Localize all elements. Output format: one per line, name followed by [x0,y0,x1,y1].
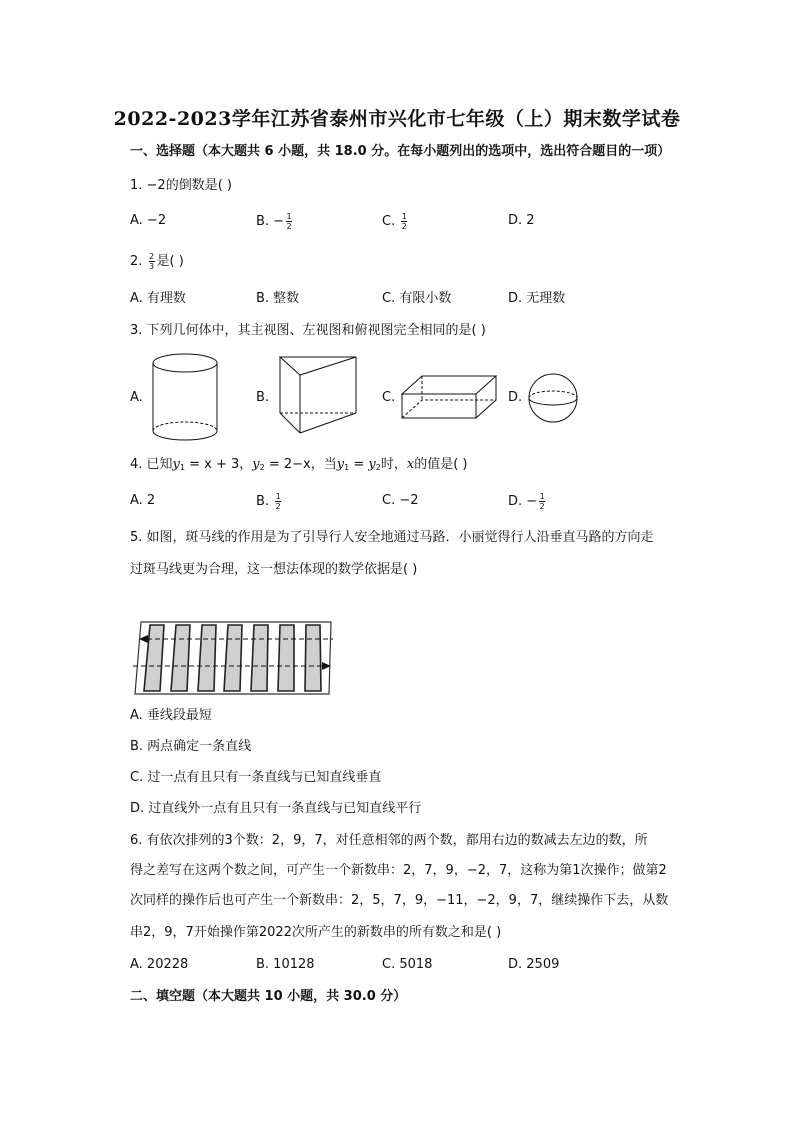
q2-option-d: D. 无理数 [508,291,566,306]
section-1-heading: 一、选择题（本大题共 6 小题，共 18.0 分。在每小题列出的选项中，选出符合题目的一项） [130,144,671,159]
q5-option-b: B. 两点确定一条直线 [130,739,252,754]
q3-option-b: B. [256,390,270,405]
q5-option-c: C. 过一点有且只有一条直线与已知直线垂直 [130,770,382,785]
cuboid-figure [400,372,510,432]
q5-option-d: D. 过直线外一点有且只有一条直线与已知直线平行 [130,801,422,816]
section-2-heading: 二、填空题（本大题共 10 小题，共 30.0 分） [130,989,407,1004]
q4-b-fraction: $\frac{1}{2}$ [275,492,281,511]
q4-option-a: A. 2 [130,493,156,508]
q1-c-fraction: $\frac{1}{2}$ [401,212,407,231]
q5-stem-line-1: 5. 如图，斑马线的作用是为了引导行人安全地通过马路．小丽觉得行人沿垂直马路的方向走 [130,530,654,545]
q2-fraction: $\frac{2}{3}$ [149,252,155,271]
q4-option-d: D. − $\frac{1}{2}$ [508,492,545,511]
q2-option-a: A. 有理数 [130,291,186,306]
q1-b-fraction: $\frac{1}{2}$ [286,212,292,231]
q2-option-c: C. 有限小数 [382,291,452,306]
q1-option-a: A. −2 [130,213,167,228]
q3-option-d: D. [508,390,523,405]
q6-option-c: C. 5018 [382,957,433,972]
q1-stem: 1. −2的倒数是( ) [130,178,232,193]
cylinder-figure [150,353,220,443]
page-title: 2022-2023学年江苏省泰州市兴化市七年级（上）期末数学试卷 [113,108,681,130]
sphere-figure [526,372,586,432]
q4-option-c: C. −2 [382,493,419,508]
q1-option-c: C. $\frac{1}{2}$ [382,212,407,231]
q4-option-b: B. $\frac{1}{2}$ [256,492,281,511]
q5-stem-line-2: 过斑马线更为合理，这一想法体现的数学依据是( ) [130,562,418,577]
q5-option-a: A. 垂线段最短 [130,708,212,723]
q1-option-d: D. 2 [508,213,535,228]
triangular-prism-figure [276,355,366,440]
zebra-crossing-figure [133,618,339,698]
q6-option-a: A. 20228 [130,957,189,972]
q4-d-fraction: $\frac{1}{2}$ [539,492,545,511]
q2-option-b: B. 整数 [256,291,300,306]
q6-stem-line-1: 6. 有依次排列的3个数：2，9，7，对任意相邻的两个数，都用右边的数减去左边的数，所 [130,833,648,848]
q6-stem-line-2: 得之差写在这两个数之间，可产生一个新数串：2，7，9，−2，7，这称为第1次操作；做第2 [130,863,667,878]
q6-option-b: B. 10128 [256,957,315,972]
q3-option-a: A. [130,390,143,405]
q3-stem: 3. 下列几何体中，其主视图、左视图和俯视图完全相同的是( ) [130,323,486,338]
q6-stem-line-3: 次同样的操作后也可产生一个新数串：2，5，7，9，−11，−2，9，7，继续操作下去，从数 [130,893,669,908]
q6-stem-line-4: 串2，9，7开始操作第2022次所产生的新数串的所有数之和是( ) [130,925,502,940]
q2-stem: 2. $\frac{2}{3}$ 是( ) [130,252,184,271]
q6-option-d: D. 2509 [508,957,560,972]
q4-stem: 4. 已知$y_1 = x + 3$，$y_2 = 2-x$，当$y_1 = y_2$时，x的值是( ) [130,457,468,472]
q1-option-b: B. − $\frac{1}{2}$ [256,212,292,231]
q3-option-c: C. [382,390,396,405]
